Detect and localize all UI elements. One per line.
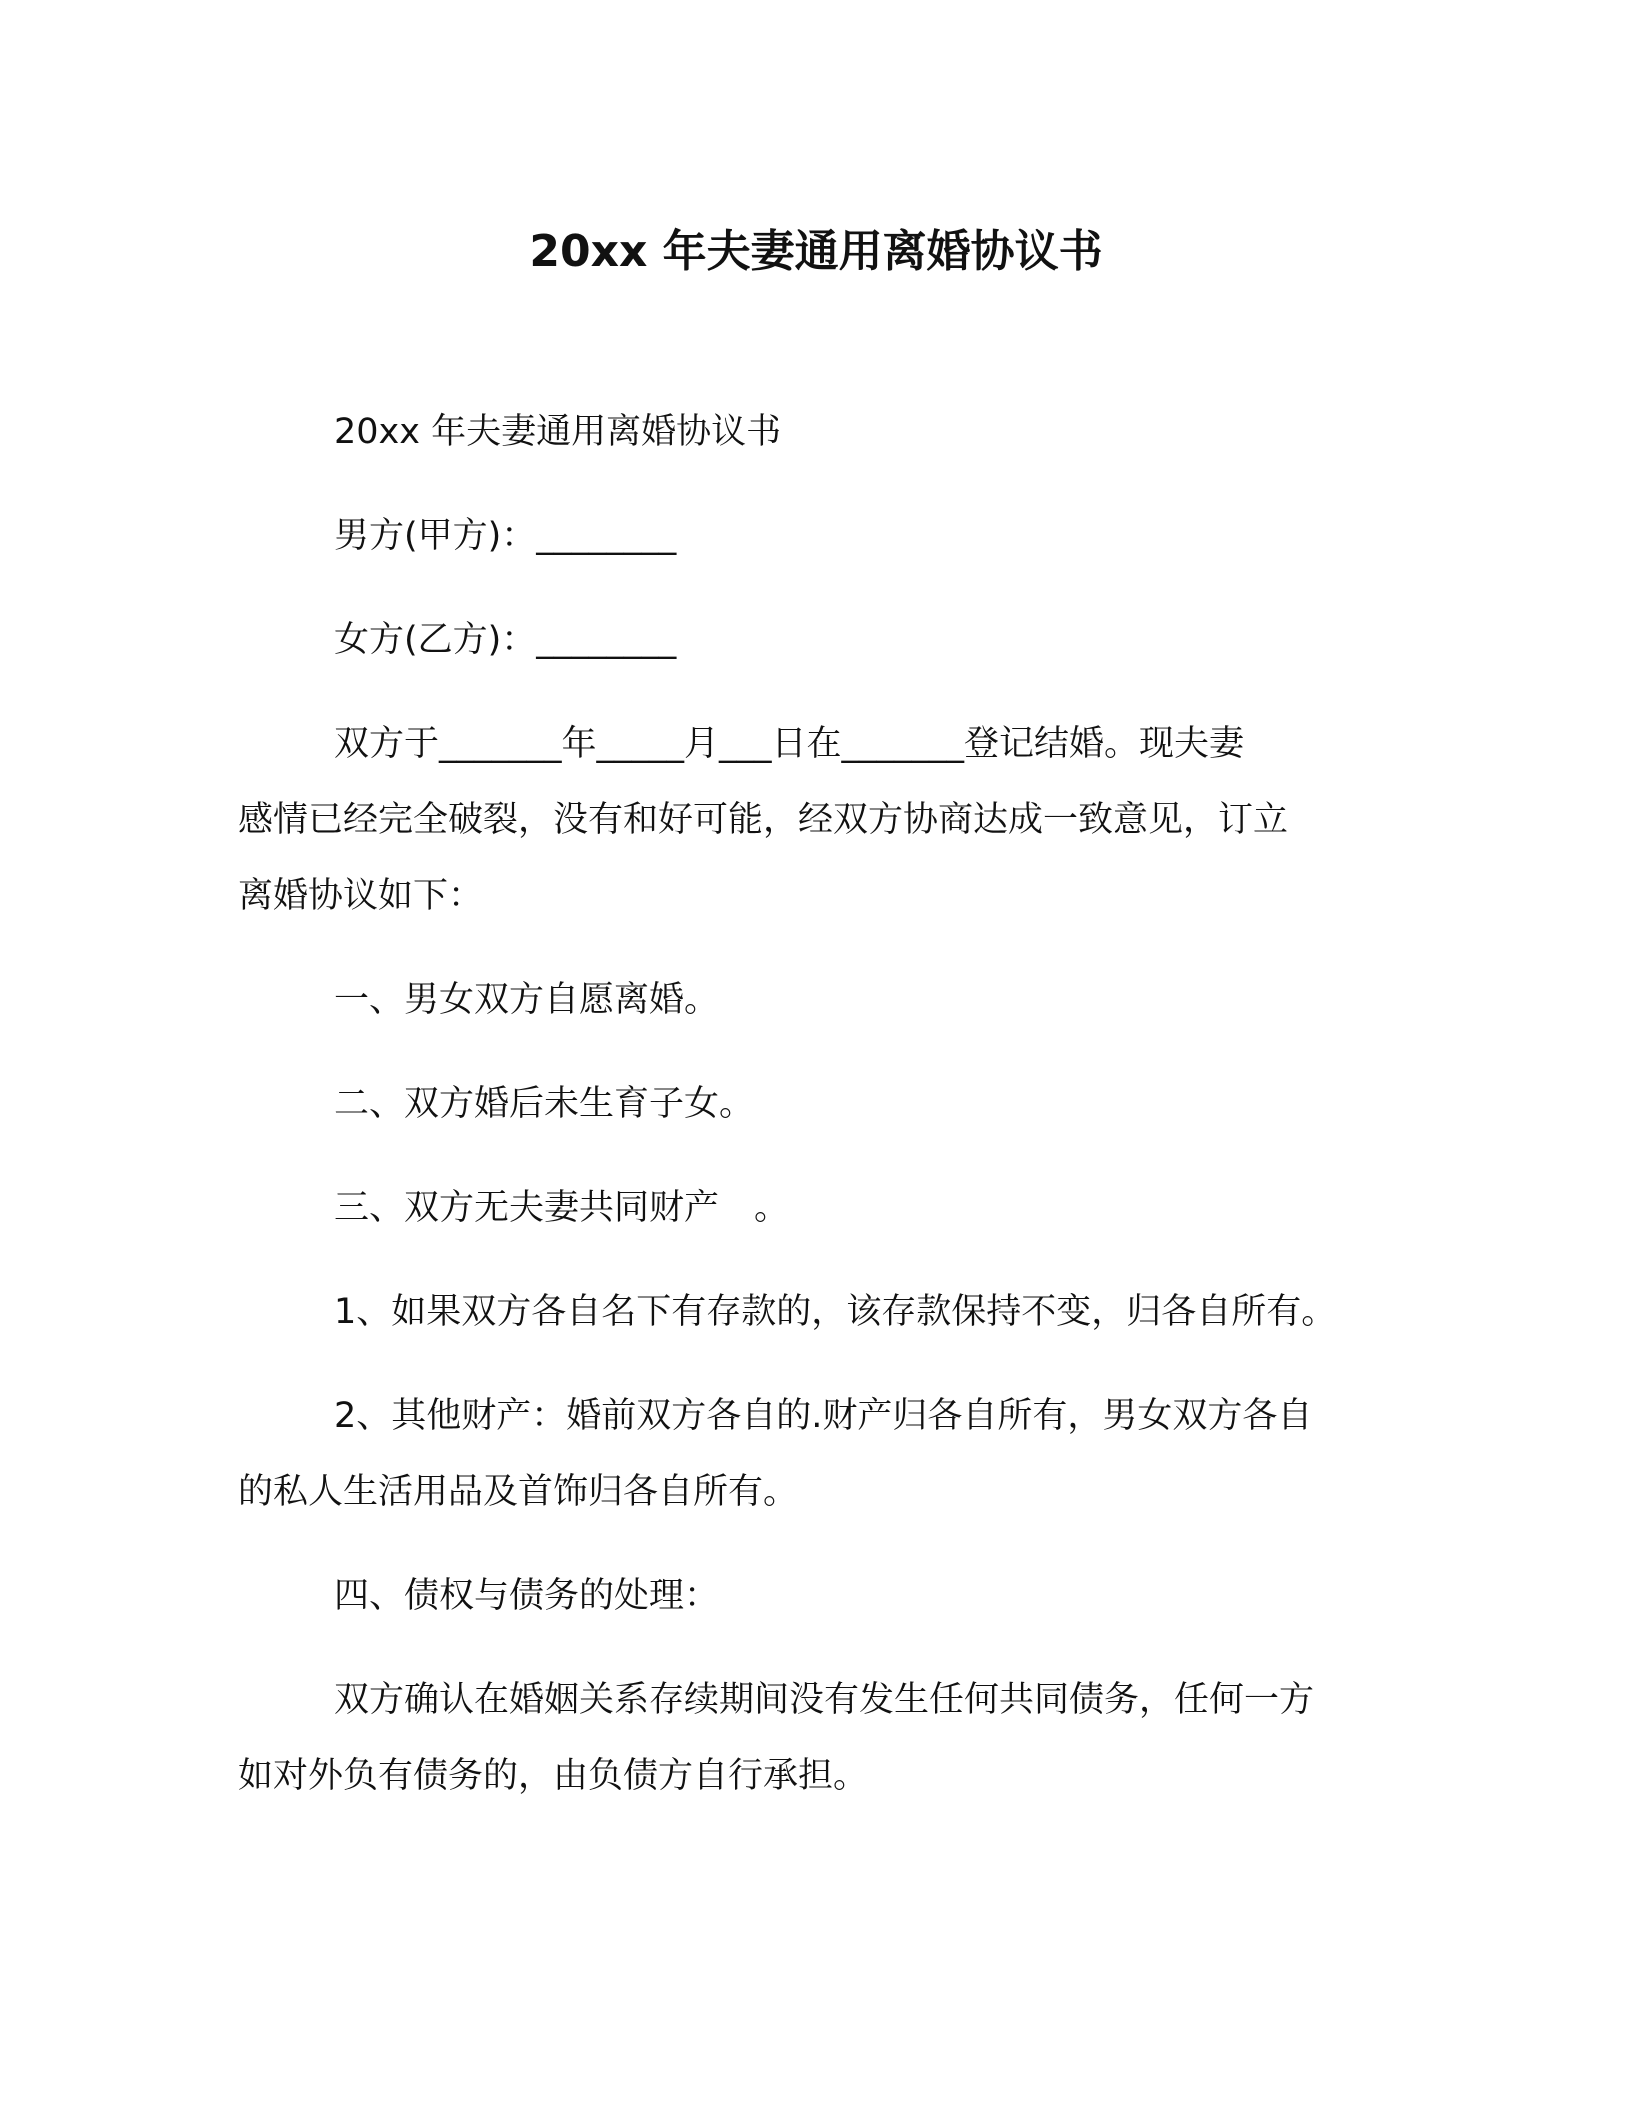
paragraph-line: 双方确认在婚姻关系存续期间没有发生任何共同债务，任何一方 <box>334 1680 1315 1720</box>
paragraph-line: 的私人生活用品及首饰归各自所有。 <box>238 1472 799 1512</box>
paragraph-line: 女方(乙方)：________ <box>334 620 677 660</box>
paragraph-line: 二、双方婚后未生育子女。 <box>334 1084 755 1124</box>
paragraph-line: 如对外负有债务的，由负债方自行承担。 <box>238 1756 869 1796</box>
paragraph-line: 男方(甲方)：________ <box>334 516 677 556</box>
document-title: 20xx 年夫妻通用离婚协议书 <box>529 226 1103 277</box>
paragraph-clause-4 <box>238 1558 1388 1634</box>
paragraph-doc-heading <box>238 394 1388 470</box>
paragraph-line: 一、男女双方自愿离婚。 <box>334 980 720 1020</box>
paragraph-line: 四、债权与债务的处理： <box>334 1576 720 1616</box>
paragraph-line: 1、如果双方各自名下有存款的，该存款保持不变，归各自所有。 <box>334 1292 1337 1332</box>
paragraph-line: 2、其他财产：婚前双方各自的.财产归各自所有，男女双方各自 <box>334 1396 1313 1436</box>
paragraph-debt-statement <box>238 1662 1388 1814</box>
paragraph-husband-party <box>238 498 1388 574</box>
paragraph-marriage-statement <box>238 706 1388 934</box>
paragraph-clause-1 <box>238 962 1388 1038</box>
paragraph-line: 感情已经完全破裂，没有和好可能，经双方协商达成一致意见，订立 <box>238 800 1289 840</box>
paragraph-wife-party <box>238 602 1388 678</box>
paragraph-clause-3 <box>238 1170 1388 1246</box>
document-body <box>238 394 1388 1842</box>
paragraph-clause-2 <box>238 1066 1388 1142</box>
paragraph-line: 20xx 年夫妻通用离婚协议书 <box>334 412 782 452</box>
paragraph-line: 三、双方无夫妻共同财产 。 <box>334 1188 790 1228</box>
paragraph-line: 离婚协议如下： <box>238 876 484 916</box>
paragraph-line: 双方于_______年_____月___日在_______登记结婚。现夫妻 <box>334 724 1245 764</box>
paragraph-clause-3-item-2 <box>238 1378 1388 1530</box>
paragraph-clause-3-item-1 <box>238 1274 1388 1350</box>
